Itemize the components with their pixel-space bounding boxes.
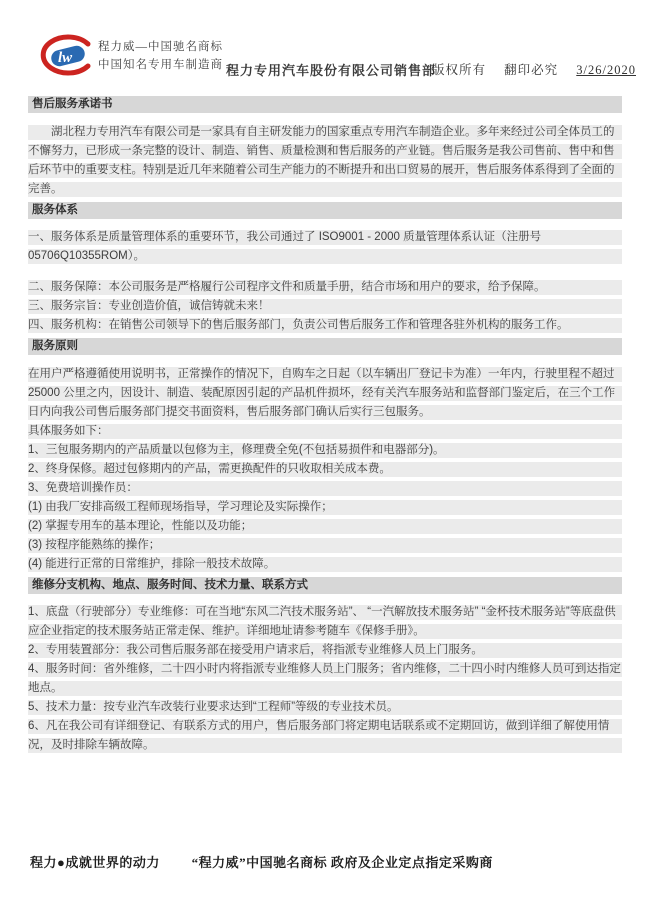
section-title: 服务原则	[28, 338, 622, 355]
company-logo-icon	[38, 34, 92, 78]
list-item: 1、底盘（行驶部分）专业维修：可在当地“东风二汽技术服务站”、 “一汽解放技术服务站” “金杯技术服务站”等底盘供应企业指定的技术服务站正常走保、维护。详细地址请参考随车《保修手册》。	[28, 603, 622, 641]
section-title: 维修分支机构、地点、服务时间、技术力量、联系方式	[28, 577, 622, 594]
section-service-principles	[28, 338, 622, 574]
blank-line	[28, 266, 622, 278]
section-title: 服务体系	[28, 202, 622, 219]
list-item: (2) 掌握专用车的基本理论，性能以及功能；	[28, 517, 622, 536]
section-title: 售后服务承诺书	[28, 96, 622, 113]
company-logo	[38, 34, 223, 78]
list-item: 二、服务保障：本公司服务是严格履行公司程序文件和质量手册，结合市场和用户的要求，给予保障。	[28, 278, 622, 297]
document-body	[28, 93, 622, 755]
list-item: 5、技术力量：按专业汽车改装行业要求达到“工程师”等级的专业技术员。	[28, 698, 622, 717]
date-text: 3/26/2020	[576, 63, 636, 77]
footer-brand: “程力威”中国驰名商标 政府及企业定点指定采购商	[191, 855, 493, 870]
section-service-commitment	[28, 96, 622, 199]
section-repair-branches	[28, 577, 622, 756]
logo-tagline-2: 中国知名专用车制造商	[98, 59, 223, 71]
list-item: (1) 由我厂安排高级工程师现场指导，学习理论及实际操作；	[28, 498, 622, 517]
list-item: 三、服务宗旨：专业创造价值，诚信铸就未来！	[28, 297, 622, 316]
logo-taglines	[98, 38, 223, 74]
list-item: 6、凡在我公司有详细登记、有联系方式的用户，售后服务部门将定期电话联系或不定期回访，做到详细了解使用情况，及时排除车辆故障。	[28, 717, 622, 755]
list-item: (3) 按程序能熟练的操作；	[28, 536, 622, 555]
footer-slogan: 程力●成就世界的动力	[30, 855, 160, 870]
paragraph: 湖北程力专用汽车有限公司是一家具有自主研发能力的国家重点专用汽车制造企业。多年来经过公司全体员工的不懈努力，已形成一条完整的设计、制造、销售、质量检测和售后服务的产业链。售后服务是我公司售前、售中和售后环节中的重要支柱。特别是近几年来随着公司生产能力的不断提升和出口贸易的展开，售后服务体系得到了全面的完善。	[28, 123, 622, 199]
copyright-text: 版权所有	[432, 63, 487, 77]
page-footer	[30, 852, 630, 871]
list-item: 2、专用装置部分：我公司售后服务部在接受用户请求后，将指派专业维修人员上门服务。	[28, 641, 622, 660]
list-item: 四、服务机构：在销售公司领导下的售后服务部门，负责公司售后服务工作和管理各驻外机构的服务工作。	[28, 316, 622, 335]
list-item: 一、服务体系是质量管理体系的重要环节，我公司通过了 ISO9001 - 2000 质量管理体系认证（注册号 05706Q10355ROM）。	[28, 228, 622, 266]
list-item: (4) 能进行正常的日常维护，排除一般技术故障。	[28, 555, 622, 574]
svg-text:lw: lw	[58, 50, 73, 66]
list-item: 1、三包服务期内的产品质量以包修为主，修理费全免(不包括易损件和电器部分)。	[28, 441, 622, 460]
paragraph: 在用户严格遵循使用说明书，正常操作的情况下，自购车之日起（以车辆出厂登记卡为准）一年内，行驶里程不超过 25000 公里之内，因设计、制造、装配原因引起的产品机件损坏，经有关汽车服务站和监督部门鉴定后，在三个工作日内向我公司售后服务部门提交书面资料，售后服务部门确认后实行三包服务。	[28, 365, 622, 422]
department-title: 程力专用汽车股份有限公司销售部	[226, 63, 437, 78]
list-item: 3、免费培训操作员：	[28, 479, 622, 498]
section-service-system	[28, 202, 622, 336]
reprint-text: 翻印必究	[504, 63, 559, 77]
paragraph: 具体服务如下：	[28, 422, 622, 441]
list-item: 2、终身保修。超过包修期内的产品，需更换配件的只收取相关成本费。	[28, 460, 622, 479]
logo-tagline-1: 程力威—中国驰名商标	[98, 41, 223, 53]
rights-notice	[432, 60, 636, 78]
page-header	[0, 0, 650, 93]
list-item: 4、服务时间：省外维修，二十四小时内将指派专业维修人员上门服务；省内维修，二十四小时内维修人员可到达指定地点。	[28, 660, 622, 698]
